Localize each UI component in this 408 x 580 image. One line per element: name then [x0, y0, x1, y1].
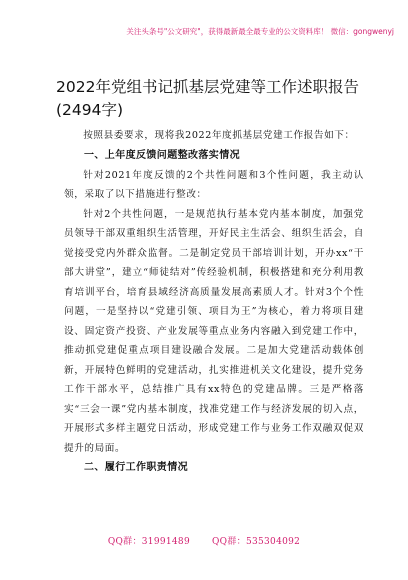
document-body: [64, 126, 364, 478]
footer-bar: [0, 534, 408, 547]
header-banner: 关注头条号"公文研究"，获得最新最全最专业的公文资料库！ 微信：gongwenyj: [126, 27, 394, 36]
footer-qq-group-2: QQ群：535304092: [211, 537, 301, 547]
intro-paragraph: 按照县委要求，现将我2022年度抓基层党建工作报告如下：: [83, 130, 355, 141]
section-heading-1: 一、上年度反馈问题整改落实情况: [84, 149, 240, 161]
footer-qq-group-1: QQ群：31991489: [107, 537, 190, 547]
section-heading-2: 二、履行工作职责情况: [84, 462, 188, 473]
page-title: 2022年党组书记抓基层党建等工作述职报告(2494字): [56, 78, 359, 119]
body-paragraph-1: 针对2021年度反馈的2个共性问题和3个性问题，我主动认领，采取了以下措施进行整改：: [64, 169, 364, 200]
body-paragraph-2: 针对2个共性问题，一是规范执行基本党内基本制度，加强党员领导干部双重组织生活管理，开好民主生活会、组织生活会，自觉接受党内外群众监督。二是制定党员干部培训计划，开办xx“干部大讲堂”，建立“师徒结对”传经验机制，积极搭建和充分利用教育培训平台，培育县域经济高质量发展高素质人才。针对3个个性问题，一是坚持以“党建引领、项目为王”为核心，着力将项目建设、固定资产投资、产业发展等重点业务内容融入到党建工作中，推动抓党建促重点项目建设融合发展。二是加大党建活动载体创新，开展特色鲜明的党建活动，扎实推进机关文化建设，提升党务工作干部水平，总结推广具有xx特色的党建品牌。三是严格落实“三会一课”党内基本制度，找准党建工作与经济发展的切入点，开展形式多样主题党日活动，形成党建工作与业务工作双融双促双提升的局面。: [64, 208, 364, 454]
